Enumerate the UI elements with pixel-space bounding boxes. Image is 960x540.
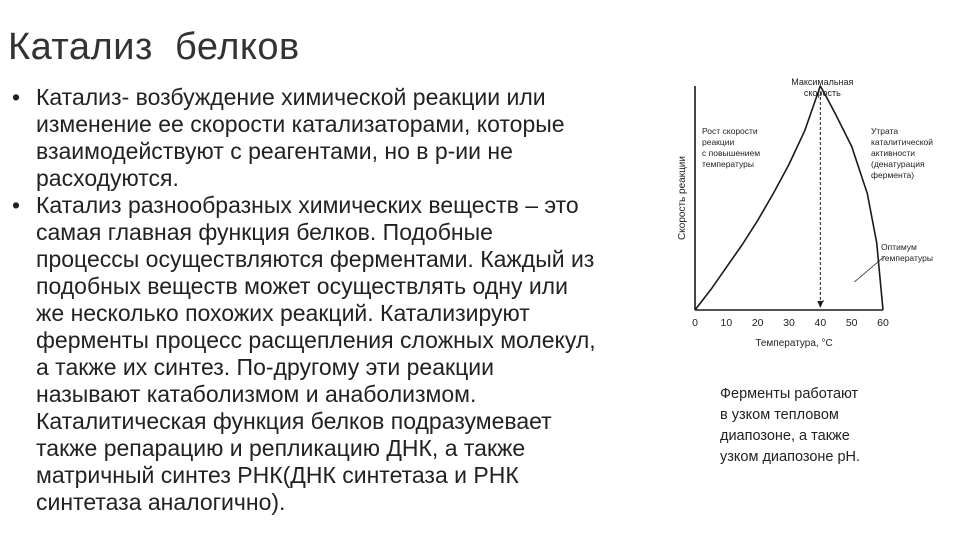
- bullet-line: также репарацию и репликацию ДНК, а также: [36, 435, 526, 461]
- bullet-line: изменение ее скорости катализаторами, которые: [36, 111, 565, 137]
- chart-annotations: [702, 77, 933, 308]
- bullet-line: синтетаза аналогично).: [36, 489, 286, 515]
- x-tick-label: 40: [814, 317, 827, 329]
- annotation-max: скорость: [803, 88, 841, 98]
- x-tick-label: 20: [751, 317, 764, 329]
- bullet-dot: •: [12, 84, 21, 110]
- bullet-line: ферменты процесс расщепления сложных молекул,: [36, 327, 596, 353]
- bullet-line: Катализ- возбуждение химической реакции или: [36, 84, 546, 110]
- bullet-line: расходуются.: [36, 165, 179, 191]
- temperature-chart: [670, 72, 960, 362]
- annotation-max: Максимальная: [791, 77, 854, 87]
- annotation-rise: Рост скорости: [702, 126, 758, 136]
- x-tick-label: 10: [720, 317, 733, 329]
- caption-line: Ферменты работают: [720, 386, 859, 402]
- caption-line: диапозоне, а также: [720, 428, 850, 444]
- x-axis-label: Температура, °С: [755, 338, 833, 349]
- bullet-line: самая главная функция белков. Подобные: [36, 219, 493, 245]
- x-tick-label: 0: [692, 317, 698, 329]
- annotation-loss: активности: [871, 148, 916, 158]
- caption-line: в узком тепловом: [720, 407, 839, 423]
- bullet-line: матричный синтез РНК(ДНК синтетаза и РНК: [36, 462, 519, 488]
- bullet-line: подобных веществ может осуществлять одну или: [36, 273, 568, 299]
- bullet-item: [8, 84, 668, 192]
- x-tick-label: 60: [877, 317, 889, 329]
- annotation-rise: температуры: [702, 159, 754, 169]
- x-tick-label: 50: [845, 317, 858, 329]
- optimum-arrow-head: [817, 301, 823, 308]
- annotation-loss: фермента): [871, 170, 915, 180]
- bullet-line: взаимодействуют с реагентами, но в р-ии не: [36, 138, 513, 164]
- annotation-rise: с повышением: [702, 148, 761, 158]
- annotation-optimum: температуры: [881, 253, 933, 263]
- bullet-line: называют катаболизмом и анаболизмом.: [36, 381, 477, 407]
- annotation-rise: реакции: [702, 137, 735, 147]
- chart-series: [695, 86, 883, 310]
- x-tick-label: 30: [783, 317, 795, 329]
- bullet-line: Катализ разнообразных химических веществ – это: [36, 192, 579, 218]
- slide-title: Катализ белков: [8, 26, 300, 68]
- annotation-optimum: Оптимум: [881, 242, 917, 252]
- bullet-line: Каталитическая функция белков подразумевает: [36, 408, 552, 434]
- x-tick-labels: [692, 317, 889, 329]
- y-axis-label: Скорость реакции: [677, 156, 688, 240]
- bullet-dot: •: [12, 192, 21, 218]
- annotation-loss: Утрата: [871, 126, 899, 136]
- annotation-loss: (денатурация: [871, 159, 925, 169]
- bullet-item: [8, 192, 668, 516]
- series-line: [695, 86, 883, 310]
- bullet-line: же несколько похожих реакций. Катализируют: [36, 300, 530, 326]
- bullet-list: [8, 84, 668, 516]
- chart-caption: [720, 384, 920, 468]
- bullet-line: процессы осуществляются ферментами. Каждый из: [36, 246, 595, 272]
- bullet-line: а также их синтез. По-другому эти реакции: [36, 354, 494, 380]
- caption-line: узком диапозоне рН.: [720, 449, 861, 465]
- annotation-loss: каталитической: [871, 137, 934, 147]
